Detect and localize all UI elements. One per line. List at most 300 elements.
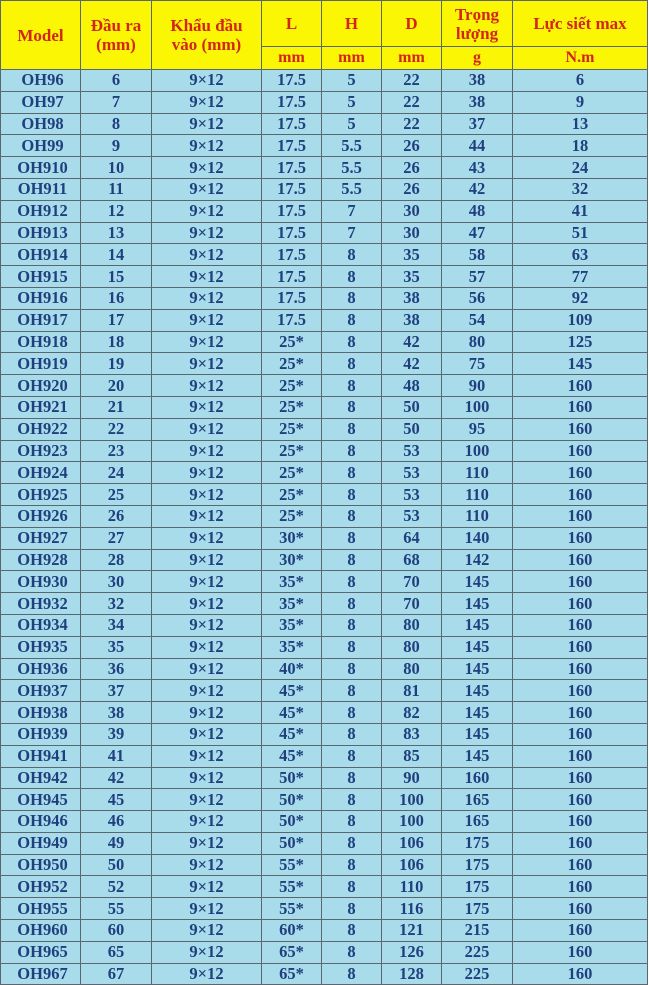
table-row xyxy=(1,462,648,484)
cell-output-size: 42 xyxy=(81,767,152,789)
cell-max-torque: 160 xyxy=(513,593,648,615)
cell-output-size: 21 xyxy=(81,396,152,418)
cell-output-size: 19 xyxy=(81,353,152,375)
cell-model: OH939 xyxy=(1,723,81,745)
cell-output-size: 65 xyxy=(81,941,152,963)
table-row xyxy=(1,571,648,593)
cell-max-torque: 77 xyxy=(513,266,648,288)
cell-model: OH918 xyxy=(1,331,81,353)
cell-L: 17.5 xyxy=(262,178,322,200)
cell-input-size: 9×12 xyxy=(152,222,262,244)
cell-D: 80 xyxy=(382,614,442,636)
cell-weight: 48 xyxy=(442,200,513,222)
table-row xyxy=(1,963,648,985)
cell-model: OH942 xyxy=(1,767,81,789)
cell-H: 5.5 xyxy=(322,157,382,179)
cell-model: OH960 xyxy=(1,920,81,942)
cell-max-torque: 160 xyxy=(513,636,648,658)
cell-input-size: 9×12 xyxy=(152,876,262,898)
table-row xyxy=(1,440,648,462)
cell-model: OH938 xyxy=(1,702,81,724)
cell-weight: 43 xyxy=(442,157,513,179)
cell-max-torque: 160 xyxy=(513,505,648,527)
cell-model: OH936 xyxy=(1,658,81,680)
cell-H: 8 xyxy=(322,440,382,462)
cell-weight: 145 xyxy=(442,723,513,745)
cell-D: 106 xyxy=(382,854,442,876)
cell-model: OH967 xyxy=(1,963,81,985)
table-row xyxy=(1,593,648,615)
cell-D: 128 xyxy=(382,963,442,985)
cell-L: 25* xyxy=(262,418,322,440)
cell-H: 8 xyxy=(322,920,382,942)
header-model: Model xyxy=(1,1,81,70)
cell-L: 17.5 xyxy=(262,91,322,113)
cell-D: 30 xyxy=(382,222,442,244)
cell-H: 5 xyxy=(322,91,382,113)
cell-model: OH925 xyxy=(1,484,81,506)
cell-output-size: 14 xyxy=(81,244,152,266)
cell-D: 82 xyxy=(382,702,442,724)
cell-output-size: 35 xyxy=(81,636,152,658)
cell-max-torque: 32 xyxy=(513,178,648,200)
table-row xyxy=(1,658,648,680)
table-row xyxy=(1,876,648,898)
cell-weight: 175 xyxy=(442,854,513,876)
table-row xyxy=(1,222,648,244)
cell-D: 26 xyxy=(382,135,442,157)
cell-output-size: 39 xyxy=(81,723,152,745)
cell-max-torque: 160 xyxy=(513,876,648,898)
cell-H: 8 xyxy=(322,527,382,549)
cell-model: OH935 xyxy=(1,636,81,658)
table-row xyxy=(1,745,648,767)
cell-H: 8 xyxy=(322,614,382,636)
cell-weight: 95 xyxy=(442,418,513,440)
cell-output-size: 24 xyxy=(81,462,152,484)
cell-D: 42 xyxy=(382,331,442,353)
cell-D: 38 xyxy=(382,287,442,309)
cell-weight: 38 xyxy=(442,70,513,92)
cell-D: 53 xyxy=(382,462,442,484)
cell-output-size: 9 xyxy=(81,135,152,157)
table-row xyxy=(1,702,648,724)
cell-max-torque: 109 xyxy=(513,309,648,331)
cell-input-size: 9×12 xyxy=(152,266,262,288)
cell-weight: 38 xyxy=(442,91,513,113)
cell-model: OH97 xyxy=(1,91,81,113)
cell-D: 100 xyxy=(382,811,442,833)
cell-input-size: 9×12 xyxy=(152,178,262,200)
cell-max-torque: 160 xyxy=(513,614,648,636)
cell-model: OH926 xyxy=(1,505,81,527)
cell-L: 35* xyxy=(262,636,322,658)
cell-output-size: 27 xyxy=(81,527,152,549)
cell-D: 70 xyxy=(382,571,442,593)
table-row xyxy=(1,549,648,571)
cell-max-torque: 160 xyxy=(513,745,648,767)
cell-model: OH920 xyxy=(1,375,81,397)
cell-input-size: 9×12 xyxy=(152,244,262,266)
cell-model: OH96 xyxy=(1,70,81,92)
cell-L: 25* xyxy=(262,375,322,397)
cell-H: 8 xyxy=(322,287,382,309)
cell-H: 5.5 xyxy=(322,178,382,200)
cell-D: 22 xyxy=(382,70,442,92)
cell-H: 8 xyxy=(322,876,382,898)
cell-model: OH912 xyxy=(1,200,81,222)
cell-output-size: 8 xyxy=(81,113,152,135)
cell-H: 8 xyxy=(322,462,382,484)
cell-model: OH99 xyxy=(1,135,81,157)
table-row xyxy=(1,135,648,157)
cell-input-size: 9×12 xyxy=(152,418,262,440)
cell-output-size: 18 xyxy=(81,331,152,353)
cell-max-torque: 18 xyxy=(513,135,648,157)
cell-weight: 145 xyxy=(442,571,513,593)
cell-weight: 145 xyxy=(442,614,513,636)
cell-D: 80 xyxy=(382,636,442,658)
cell-L: 55* xyxy=(262,876,322,898)
cell-D: 22 xyxy=(382,91,442,113)
header-output-size-line2: (mm) xyxy=(96,35,136,54)
cell-max-torque: 9 xyxy=(513,91,648,113)
cell-weight: 37 xyxy=(442,113,513,135)
cell-model: OH937 xyxy=(1,680,81,702)
cell-output-size: 15 xyxy=(81,266,152,288)
cell-output-size: 34 xyxy=(81,614,152,636)
cell-D: 30 xyxy=(382,200,442,222)
cell-weight: 110 xyxy=(442,505,513,527)
cell-input-size: 9×12 xyxy=(152,440,262,462)
cell-weight: 165 xyxy=(442,811,513,833)
cell-L: 45* xyxy=(262,702,322,724)
cell-output-size: 23 xyxy=(81,440,152,462)
cell-max-torque: 160 xyxy=(513,789,648,811)
header-H: H xyxy=(322,1,382,47)
cell-max-torque: 160 xyxy=(513,375,648,397)
cell-weight: 80 xyxy=(442,331,513,353)
cell-weight: 110 xyxy=(442,462,513,484)
cell-L: 17.5 xyxy=(262,309,322,331)
table-row xyxy=(1,832,648,854)
table-row xyxy=(1,200,648,222)
cell-D: 48 xyxy=(382,375,442,397)
cell-input-size: 9×12 xyxy=(152,375,262,397)
cell-max-torque: 41 xyxy=(513,200,648,222)
cell-H: 8 xyxy=(322,811,382,833)
cell-output-size: 37 xyxy=(81,680,152,702)
table-body xyxy=(1,70,648,985)
cell-input-size: 9×12 xyxy=(152,309,262,331)
cell-model: OH952 xyxy=(1,876,81,898)
cell-model: OH917 xyxy=(1,309,81,331)
cell-max-torque: 160 xyxy=(513,462,648,484)
cell-H: 8 xyxy=(322,505,382,527)
table-row xyxy=(1,767,648,789)
cell-weight: 145 xyxy=(442,702,513,724)
cell-max-torque: 125 xyxy=(513,331,648,353)
cell-model: OH945 xyxy=(1,789,81,811)
cell-D: 35 xyxy=(382,244,442,266)
cell-model: OH924 xyxy=(1,462,81,484)
cell-L: 40* xyxy=(262,658,322,680)
cell-D: 26 xyxy=(382,157,442,179)
cell-max-torque: 24 xyxy=(513,157,648,179)
header-L: L xyxy=(262,1,322,47)
cell-L: 25* xyxy=(262,396,322,418)
cell-H: 8 xyxy=(322,854,382,876)
cell-H: 8 xyxy=(322,723,382,745)
cell-D: 83 xyxy=(382,723,442,745)
cell-max-torque: 160 xyxy=(513,396,648,418)
header-max-torque: Lực siết max xyxy=(513,1,648,47)
cell-weight: 140 xyxy=(442,527,513,549)
cell-input-size: 9×12 xyxy=(152,854,262,876)
table-row xyxy=(1,244,648,266)
table-header xyxy=(1,1,648,70)
cell-input-size: 9×12 xyxy=(152,963,262,985)
cell-max-torque: 51 xyxy=(513,222,648,244)
cell-L: 17.5 xyxy=(262,113,322,135)
cell-weight: 165 xyxy=(442,789,513,811)
cell-L: 55* xyxy=(262,854,322,876)
cell-H: 8 xyxy=(322,745,382,767)
cell-input-size: 9×12 xyxy=(152,135,262,157)
cell-output-size: 32 xyxy=(81,593,152,615)
table-row xyxy=(1,157,648,179)
table-row xyxy=(1,920,648,942)
cell-L: 25* xyxy=(262,331,322,353)
cell-input-size: 9×12 xyxy=(152,157,262,179)
table-row xyxy=(1,484,648,506)
cell-input-size: 9×12 xyxy=(152,353,262,375)
cell-H: 8 xyxy=(322,941,382,963)
cell-input-size: 9×12 xyxy=(152,505,262,527)
table-row xyxy=(1,309,648,331)
cell-output-size: 22 xyxy=(81,418,152,440)
cell-input-size: 9×12 xyxy=(152,396,262,418)
cell-H: 8 xyxy=(322,680,382,702)
cell-max-torque: 160 xyxy=(513,963,648,985)
cell-input-size: 9×12 xyxy=(152,680,262,702)
cell-L: 50* xyxy=(262,789,322,811)
cell-L: 25* xyxy=(262,462,322,484)
unit-D: mm xyxy=(382,47,442,70)
cell-H: 7 xyxy=(322,200,382,222)
cell-max-torque: 160 xyxy=(513,418,648,440)
cell-max-torque: 63 xyxy=(513,244,648,266)
cell-H: 8 xyxy=(322,767,382,789)
cell-H: 8 xyxy=(322,636,382,658)
cell-max-torque: 160 xyxy=(513,941,648,963)
cell-output-size: 41 xyxy=(81,745,152,767)
cell-weight: 175 xyxy=(442,832,513,854)
cell-output-size: 6 xyxy=(81,70,152,92)
cell-output-size: 13 xyxy=(81,222,152,244)
header-row xyxy=(1,1,648,47)
cell-D: 90 xyxy=(382,767,442,789)
cell-weight: 54 xyxy=(442,309,513,331)
cell-weight: 175 xyxy=(442,898,513,920)
cell-L: 30* xyxy=(262,549,322,571)
cell-D: 53 xyxy=(382,505,442,527)
cell-L: 17.5 xyxy=(262,266,322,288)
cell-H: 8 xyxy=(322,789,382,811)
cell-output-size: 7 xyxy=(81,91,152,113)
cell-model: OH950 xyxy=(1,854,81,876)
cell-max-torque: 160 xyxy=(513,484,648,506)
table-row xyxy=(1,375,648,397)
cell-weight: 75 xyxy=(442,353,513,375)
cell-D: 50 xyxy=(382,396,442,418)
cell-H: 8 xyxy=(322,331,382,353)
cell-input-size: 9×12 xyxy=(152,484,262,506)
cell-model: OH919 xyxy=(1,353,81,375)
cell-max-torque: 160 xyxy=(513,440,648,462)
header-input-size xyxy=(152,1,262,70)
cell-input-size: 9×12 xyxy=(152,658,262,680)
cell-H: 8 xyxy=(322,375,382,397)
cell-model: OH922 xyxy=(1,418,81,440)
cell-model: OH914 xyxy=(1,244,81,266)
cell-H: 7 xyxy=(322,222,382,244)
cell-weight: 100 xyxy=(442,396,513,418)
cell-input-size: 9×12 xyxy=(152,200,262,222)
cell-L: 50* xyxy=(262,811,322,833)
cell-max-torque: 160 xyxy=(513,920,648,942)
cell-output-size: 50 xyxy=(81,854,152,876)
table-row xyxy=(1,266,648,288)
cell-input-size: 9×12 xyxy=(152,898,262,920)
cell-L: 17.5 xyxy=(262,135,322,157)
table-row xyxy=(1,331,648,353)
cell-model: OH913 xyxy=(1,222,81,244)
cell-L: 17.5 xyxy=(262,287,322,309)
cell-L: 25* xyxy=(262,353,322,375)
cell-L: 45* xyxy=(262,723,322,745)
cell-H: 8 xyxy=(322,418,382,440)
cell-weight: 145 xyxy=(442,745,513,767)
cell-output-size: 36 xyxy=(81,658,152,680)
cell-weight: 90 xyxy=(442,375,513,397)
table-row xyxy=(1,91,648,113)
cell-L: 17.5 xyxy=(262,200,322,222)
cell-H: 8 xyxy=(322,549,382,571)
cell-weight: 57 xyxy=(442,266,513,288)
cell-max-torque: 160 xyxy=(513,898,648,920)
cell-H: 8 xyxy=(322,396,382,418)
cell-max-torque: 145 xyxy=(513,353,648,375)
cell-weight: 145 xyxy=(442,658,513,680)
unit-L: mm xyxy=(262,47,322,70)
cell-input-size: 9×12 xyxy=(152,527,262,549)
cell-D: 53 xyxy=(382,484,442,506)
cell-weight: 110 xyxy=(442,484,513,506)
cell-L: 30* xyxy=(262,527,322,549)
header-output-size xyxy=(81,1,152,70)
cell-D: 110 xyxy=(382,876,442,898)
cell-weight: 225 xyxy=(442,941,513,963)
cell-L: 50* xyxy=(262,832,322,854)
cell-output-size: 12 xyxy=(81,200,152,222)
cell-D: 64 xyxy=(382,527,442,549)
cell-L: 65* xyxy=(262,963,322,985)
cell-model: OH965 xyxy=(1,941,81,963)
cell-weight: 160 xyxy=(442,767,513,789)
cell-H: 8 xyxy=(322,266,382,288)
cell-H: 8 xyxy=(322,963,382,985)
cell-D: 121 xyxy=(382,920,442,942)
cell-input-size: 9×12 xyxy=(152,571,262,593)
cell-model: OH927 xyxy=(1,527,81,549)
cell-L: 25* xyxy=(262,484,322,506)
cell-weight: 145 xyxy=(442,593,513,615)
cell-H: 5 xyxy=(322,113,382,135)
cell-H: 8 xyxy=(322,244,382,266)
cell-L: 25* xyxy=(262,505,322,527)
cell-max-torque: 160 xyxy=(513,527,648,549)
header-output-size-line1: Đầu ra xyxy=(90,16,142,35)
cell-D: 80 xyxy=(382,658,442,680)
cell-output-size: 28 xyxy=(81,549,152,571)
cell-model: OH923 xyxy=(1,440,81,462)
cell-output-size: 10 xyxy=(81,157,152,179)
cell-input-size: 9×12 xyxy=(152,767,262,789)
cell-L: 45* xyxy=(262,745,322,767)
cell-output-size: 46 xyxy=(81,811,152,833)
cell-weight: 42 xyxy=(442,178,513,200)
cell-L: 17.5 xyxy=(262,70,322,92)
table-row xyxy=(1,505,648,527)
cell-input-size: 9×12 xyxy=(152,702,262,724)
cell-model: OH928 xyxy=(1,549,81,571)
cell-output-size: 16 xyxy=(81,287,152,309)
cell-output-size: 30 xyxy=(81,571,152,593)
header-input-size-line1: Khẩu đầu xyxy=(170,16,243,35)
cell-output-size: 11 xyxy=(81,178,152,200)
cell-H: 8 xyxy=(322,571,382,593)
cell-D: 100 xyxy=(382,789,442,811)
cell-input-size: 9×12 xyxy=(152,549,262,571)
cell-max-torque: 160 xyxy=(513,854,648,876)
cell-L: 25* xyxy=(262,440,322,462)
cell-output-size: 20 xyxy=(81,375,152,397)
cell-input-size: 9×12 xyxy=(152,614,262,636)
cell-H: 8 xyxy=(322,832,382,854)
cell-L: 35* xyxy=(262,571,322,593)
table-row xyxy=(1,70,648,92)
cell-model: OH955 xyxy=(1,898,81,920)
table-row xyxy=(1,723,648,745)
table-row xyxy=(1,178,648,200)
cell-input-size: 9×12 xyxy=(152,462,262,484)
table-row xyxy=(1,418,648,440)
cell-L: 65* xyxy=(262,941,322,963)
cell-model: OH915 xyxy=(1,266,81,288)
header-weight-line2: lượng xyxy=(455,23,499,43)
table-row xyxy=(1,527,648,549)
cell-model: OH941 xyxy=(1,745,81,767)
cell-max-torque: 160 xyxy=(513,832,648,854)
cell-L: 50* xyxy=(262,767,322,789)
table-row xyxy=(1,680,648,702)
cell-input-size: 9×12 xyxy=(152,636,262,658)
header-D: D xyxy=(382,1,442,47)
cell-weight: 225 xyxy=(442,963,513,985)
cell-H: 8 xyxy=(322,484,382,506)
cell-weight: 58 xyxy=(442,244,513,266)
